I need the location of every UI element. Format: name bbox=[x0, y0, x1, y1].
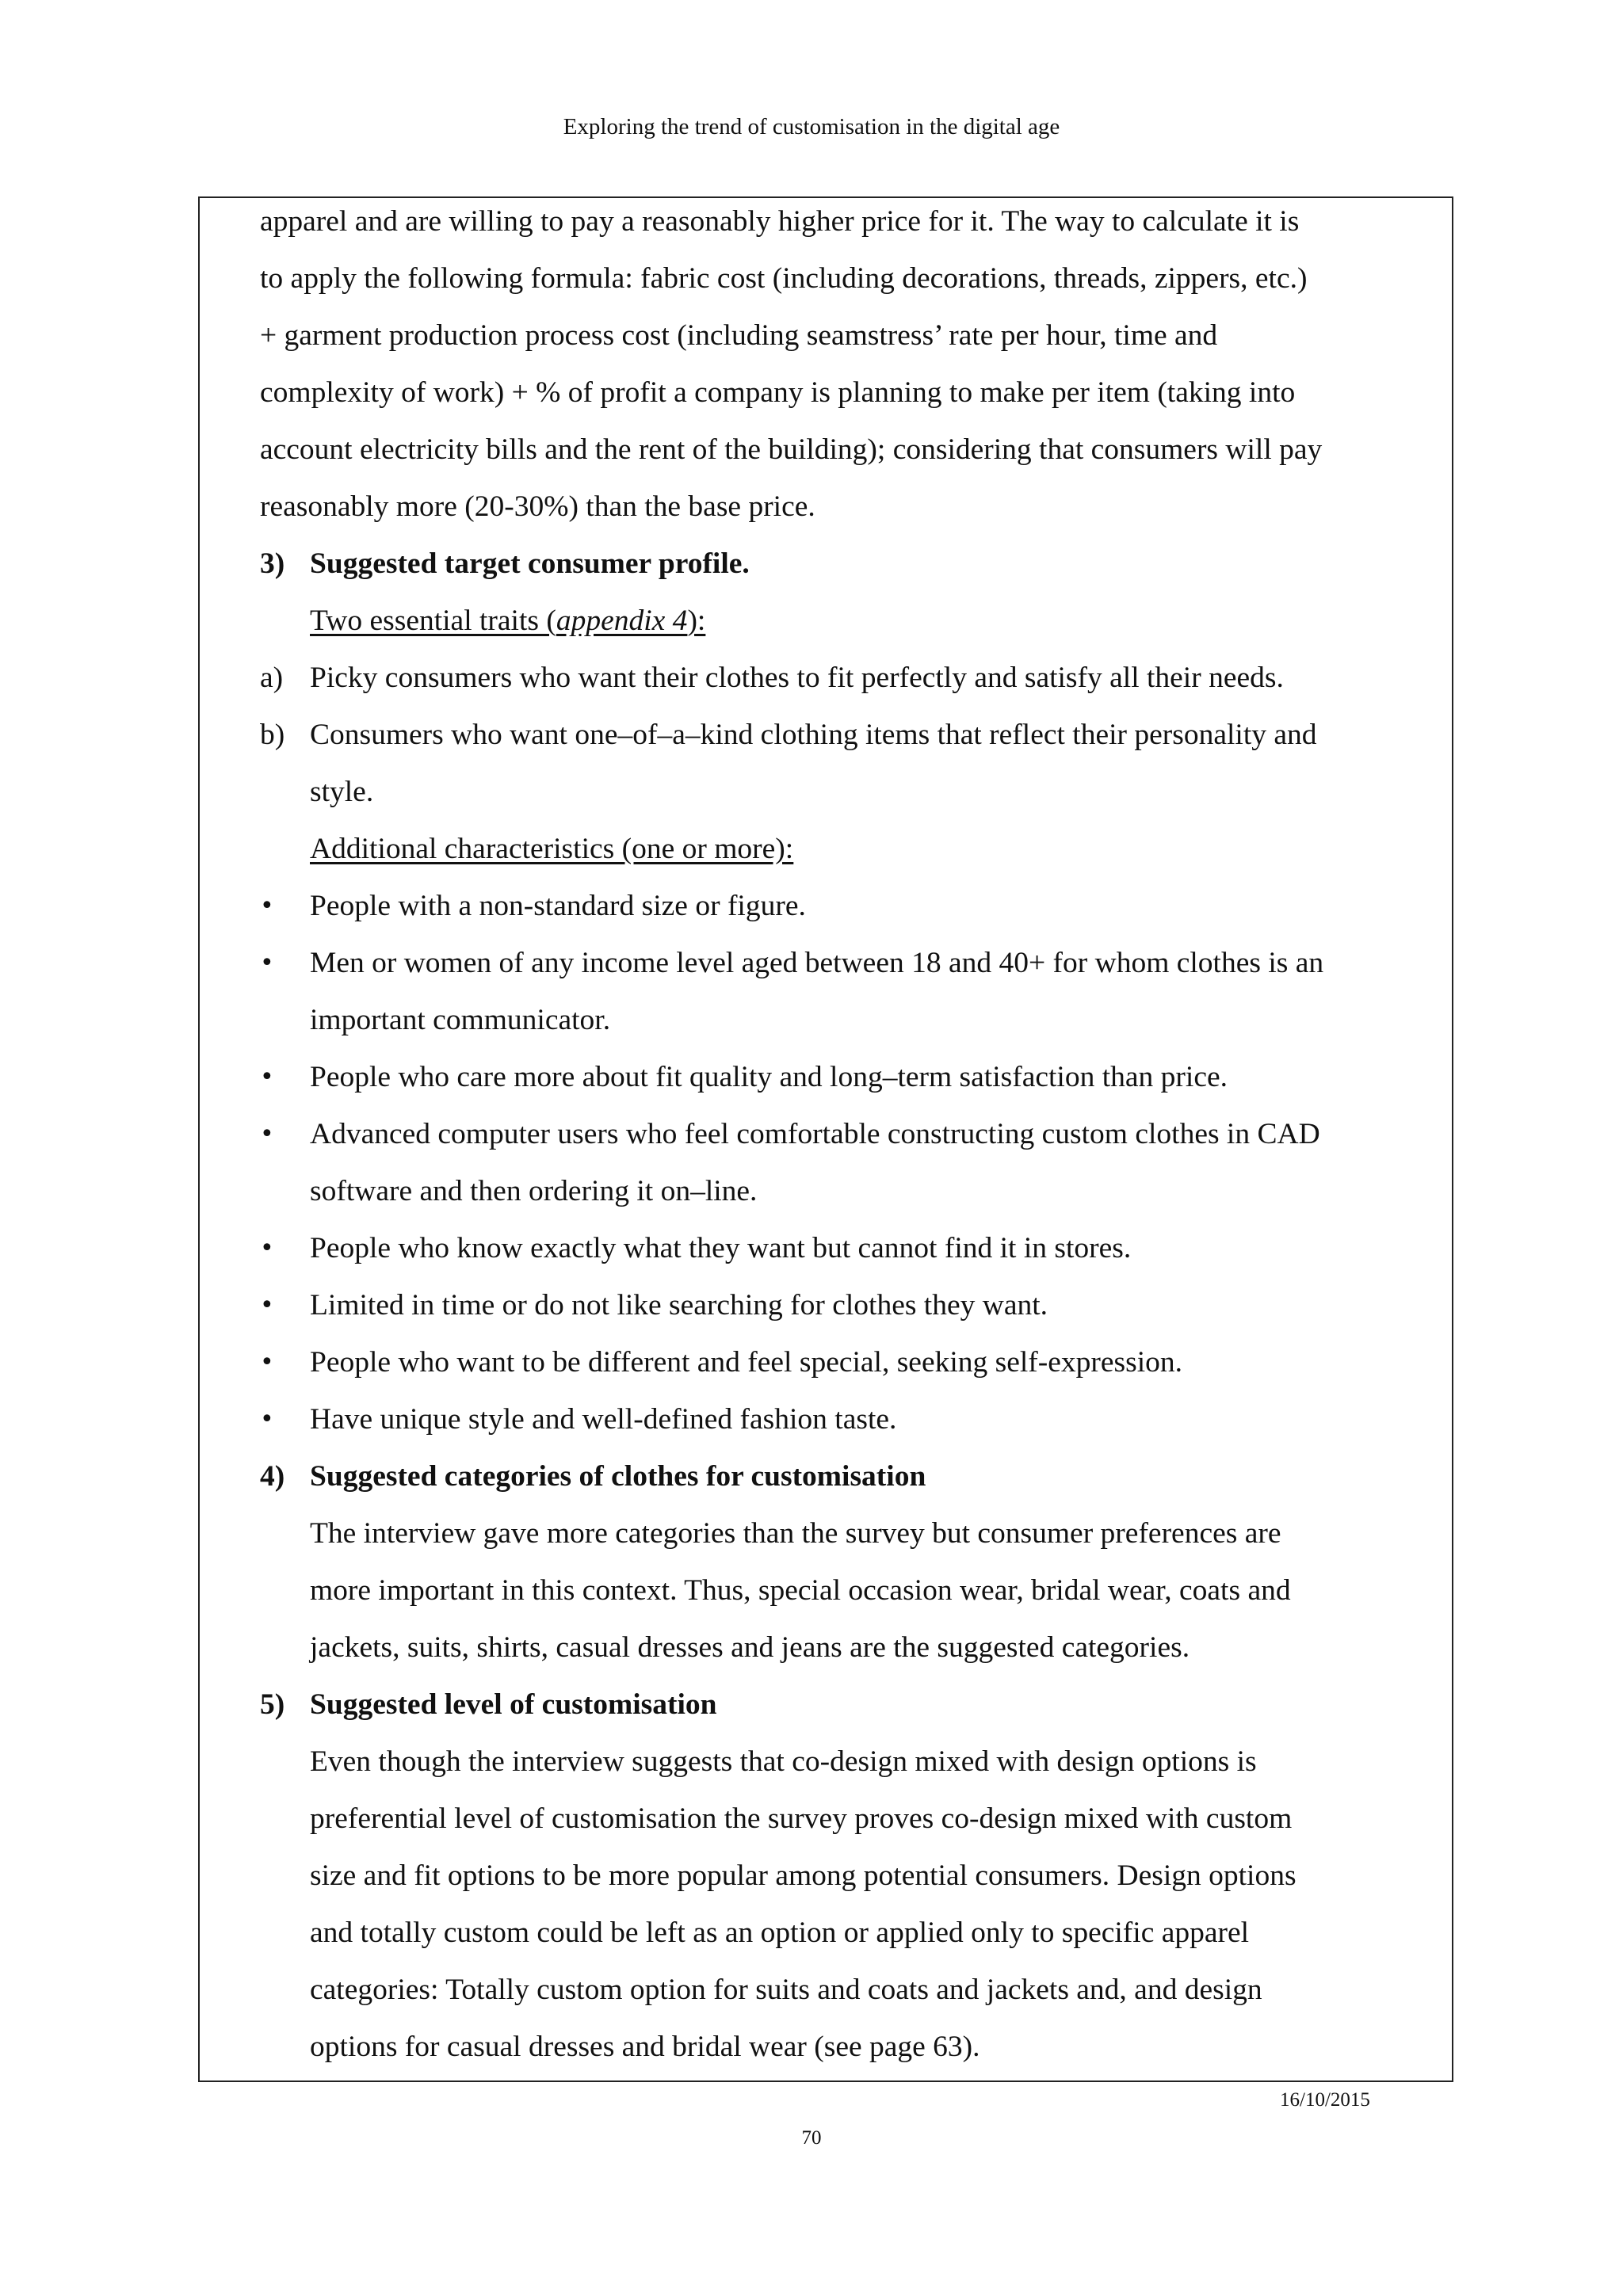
bullet-icon: • bbox=[260, 1405, 274, 1433]
running-header: Exploring the trend of customisation in the digital age bbox=[563, 114, 1060, 139]
section-3-heading-line bbox=[260, 536, 1441, 593]
item-text: People with a non-standard size or figure. bbox=[310, 890, 806, 922]
additional-characteristics-label bbox=[260, 821, 1441, 878]
label-text: Additional characteristics (one or more): bbox=[310, 833, 794, 865]
list-item bbox=[260, 1106, 1441, 1220]
section-5-heading-line bbox=[260, 1676, 1441, 1733]
section-3 bbox=[260, 536, 1441, 1448]
list-item bbox=[260, 1220, 1441, 1277]
list-item bbox=[260, 707, 1441, 821]
item-text: Have unique style and well-defined fashion taste. bbox=[310, 1403, 897, 1436]
text-line: to apply the following formula: fabric cost (including decorations, threads, zippers, etc.) bbox=[260, 262, 1308, 295]
text-line: software and then ordering it on–line. bbox=[310, 1175, 758, 1207]
item-marker: b) bbox=[260, 719, 285, 751]
text-line: categories: Totally custom option for suits and coats and jackets and, and design bbox=[310, 1974, 1262, 2006]
intro-paragraph bbox=[260, 193, 1441, 536]
section-4-heading-line bbox=[260, 1448, 1441, 1505]
item-text: Limited in time or do not like searching for clothes they want. bbox=[310, 1289, 1048, 1322]
page-number: 70 bbox=[801, 2127, 822, 2149]
section-number: 5) bbox=[260, 1688, 285, 1721]
text-line: complexity of work) + % of profit a company is planning to make per item (taking into bbox=[260, 376, 1296, 409]
bullet-icon: • bbox=[260, 1063, 274, 1091]
item-text: People who know exactly what they want but cannot find it in stores. bbox=[310, 1232, 1132, 1264]
section-number: 4) bbox=[260, 1460, 285, 1493]
bullet-icon: • bbox=[260, 949, 274, 977]
footer-date: 16/10/2015 bbox=[1280, 2089, 1370, 2111]
item-text: People who want to be different and feel special, seeking self-expression. bbox=[310, 1346, 1183, 1379]
traits-label bbox=[260, 593, 1441, 650]
text-line: The interview gave more categories than the survey but consumer preferences are bbox=[310, 1517, 1281, 1550]
text-line bbox=[260, 935, 1441, 992]
item-text: People who care more about fit quality and long–term satisfaction than price. bbox=[310, 1061, 1228, 1093]
text-line: size and fit options to be more popular among potential consumers. Design options bbox=[310, 1859, 1296, 1892]
list-item bbox=[260, 935, 1441, 1049]
item-text: Picky consumers who want their clothes to fit perfectly and satisfy all their needs. bbox=[310, 662, 1284, 694]
text-line: and totally custom could be left as an option or applied only to specific apparel bbox=[310, 1917, 1250, 1949]
text-line bbox=[260, 650, 1441, 707]
text-line: preferential level of customisation the survey proves co-design mixed with custom bbox=[310, 1802, 1293, 1835]
text-line bbox=[260, 1049, 1441, 1106]
item-text: Men or women of any income level aged between 18 and 40+ for whom clothes is an bbox=[310, 947, 1324, 979]
section-heading: Suggested target consumer profile. bbox=[310, 547, 750, 580]
text-line: account electricity bills and the rent of the building); considering that consumers will pay bbox=[260, 433, 1323, 466]
bullet-icon: • bbox=[260, 1234, 274, 1262]
text-line bbox=[260, 707, 1441, 764]
section-heading: Suggested level of customisation bbox=[310, 1688, 717, 1721]
traits-label-suffix: ): bbox=[687, 605, 706, 637]
text-line bbox=[260, 1277, 1441, 1334]
text-line: style. bbox=[310, 776, 374, 808]
list-item bbox=[260, 1277, 1441, 1334]
text-line: important communicator. bbox=[310, 1004, 611, 1036]
traits-label-prefix: Two essential traits ( bbox=[310, 605, 556, 637]
bullet-icon: • bbox=[260, 1291, 274, 1319]
text-line bbox=[260, 1334, 1441, 1391]
bullet-icon: • bbox=[260, 892, 274, 920]
text-line bbox=[260, 1106, 1441, 1163]
text-line: + garment production process cost (including seamstress’ rate per hour, time and bbox=[260, 319, 1218, 352]
text-line: reasonably more (20-30%) than the base price. bbox=[260, 490, 815, 523]
text-line: apparel and are willing to pay a reasonably higher price for it. The way to calculate it is bbox=[260, 205, 1300, 238]
document-body bbox=[260, 193, 1441, 2076]
text-line bbox=[260, 1391, 1441, 1448]
section-5 bbox=[260, 1676, 1441, 2076]
list-item bbox=[260, 1049, 1441, 1106]
section-heading: Suggested categories of clothes for customisation bbox=[310, 1460, 926, 1493]
text-line: jackets, suits, shirts, casual dresses and jeans are the suggested categories. bbox=[310, 1631, 1190, 1664]
appendix-reference: appendix 4 bbox=[556, 605, 688, 637]
text-line: options for casual dresses and bridal wear (see page 63). bbox=[310, 2031, 980, 2063]
section-number: 3) bbox=[260, 547, 285, 580]
list-item bbox=[260, 650, 1441, 707]
list-item bbox=[260, 1391, 1441, 1448]
text-line bbox=[260, 1220, 1441, 1277]
text-line bbox=[260, 878, 1441, 935]
bullet-icon: • bbox=[260, 1348, 274, 1376]
text-line: Even though the interview suggests that co-design mixed with design options is bbox=[310, 1745, 1257, 1778]
bullet-icon: • bbox=[260, 1120, 274, 1148]
list-item bbox=[260, 1334, 1441, 1391]
section-4 bbox=[260, 1448, 1441, 1676]
characteristics-list bbox=[260, 878, 1441, 1448]
traits-list bbox=[260, 650, 1441, 821]
list-item bbox=[260, 878, 1441, 935]
item-marker: a) bbox=[260, 662, 284, 694]
item-text: Consumers who want one–of–a–kind clothing items that reflect their personality and bbox=[310, 719, 1317, 751]
item-text: Advanced computer users who feel comfortable constructing custom clothes in CAD bbox=[310, 1118, 1320, 1150]
text-line: more important in this context. Thus, special occasion wear, bridal wear, coats and bbox=[310, 1574, 1291, 1607]
